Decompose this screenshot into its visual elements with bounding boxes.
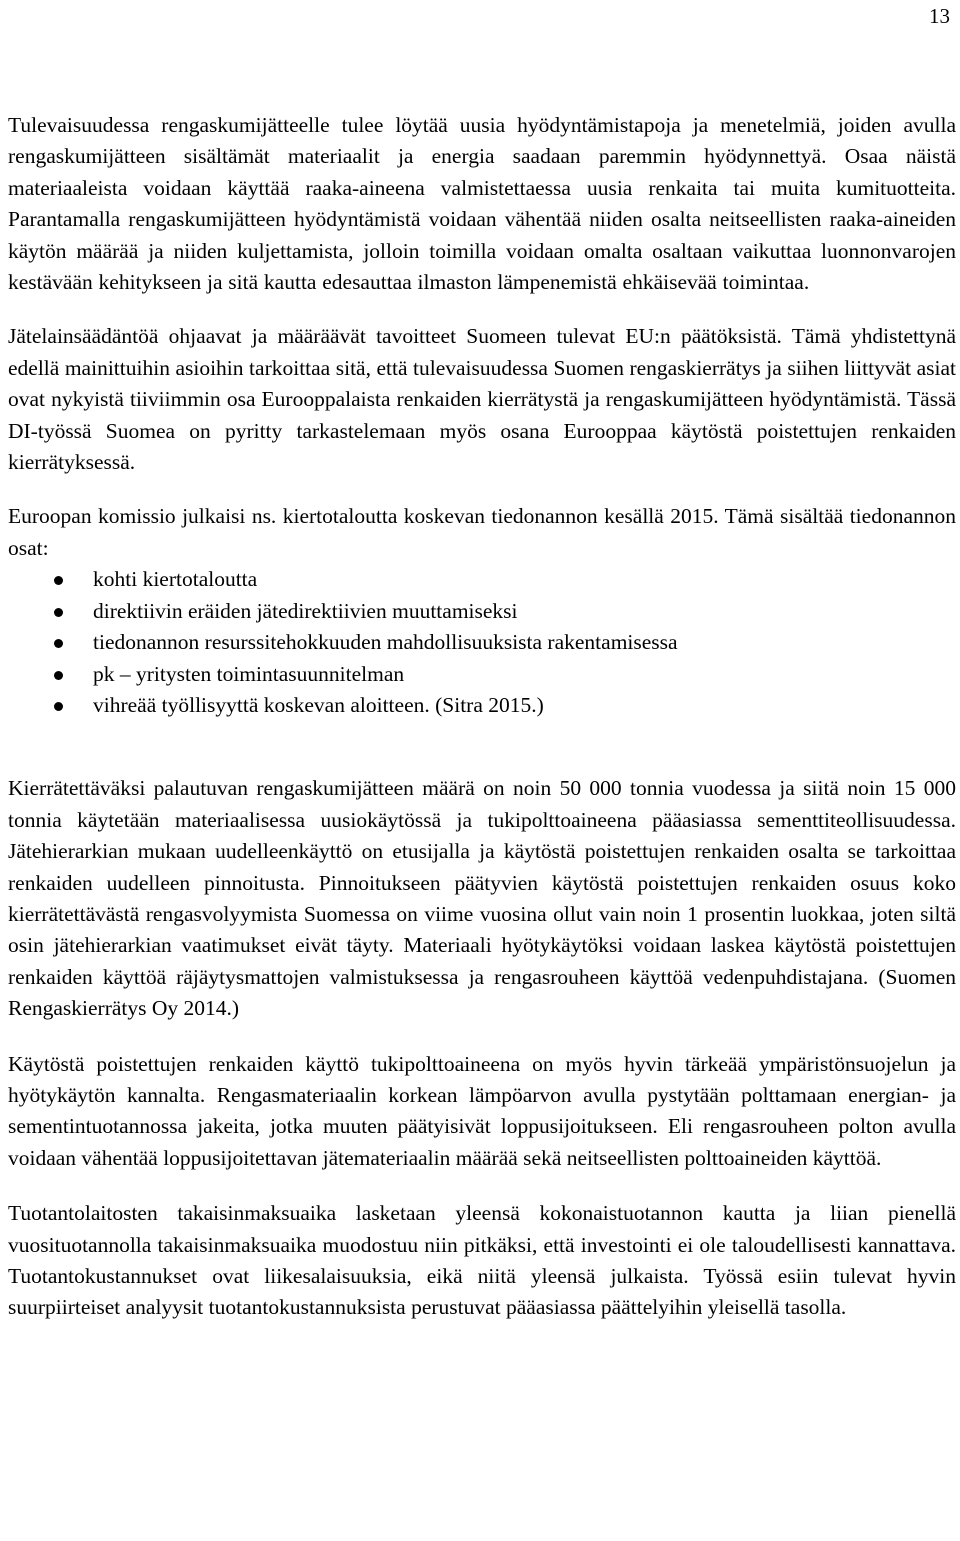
list-item bbox=[8, 659, 956, 690]
paragraph-waste-legislation: Jätelainsäädäntöä ohjaavat ja määräävät tavoitteet Suomeen tulevat EU:n päätöksistä. Tämä yhdistettynä edellä mainittuihin asioihin tarkoittaa sitä, että tulevaisuudessa Suomen rengaskierrätys ja siihen liittyvät asiat ovat nykyistä tiiviimmin osa Eurooppalaista renkaiden kierrätystä ja rengaskumijätteen hyödyntämistä. Tässä DI-työssä Suomea on pyritty tarkastelemaan myös osana Eurooppaa käytöstä poistettujen renkaiden kierrätyksessä. bbox=[8, 324, 956, 475]
bullet-icon bbox=[54, 608, 63, 617]
list-item-text: vihreää työllisyyttä koskevan aloitteen. (Sitra 2015.) bbox=[93, 692, 544, 717]
list-item-text: pk – yritysten toimintasuunnitelman bbox=[93, 661, 405, 686]
paragraph-gap bbox=[8, 1025, 956, 1049]
document-body bbox=[8, 110, 956, 1324]
paragraph-payback-time: Tuotantolaitosten takaisinmaksuaika lasketaan yleensä kokonaistuotannon kautta ja liian pienellä vuosituotannolla takaisinmaksuaika muodostuu niin pitkäksi, että investointi ei ole taloudellisesti kannattava. Tuotantokustannukset ovat liikesalaisuuksia, eikä niitä yleensä julkaista. Työssä esiin tulevat hyvin suurpiirteiset analyysit tuotantokustannuksista perustuvat pääasiassa päättelyihin yleisellä tasolla. bbox=[8, 1201, 956, 1320]
paragraph-gap bbox=[8, 298, 956, 321]
list-item-text: tiedonannon resurssitehokkuuden mahdollisuuksista rakentamisessa bbox=[93, 630, 678, 655]
paragraph-support-fuel: Käytöstä poistettujen renkaiden käyttö tukipolttoaineena on myös hyvin tärkeää ympäristönsuojelun ja hyötykäytön kannalta. Rengasmateriaalin korkean lämpöarvon avulla pystytään polttamaan energian- ja sementintuotannossa jakeita, jotka muuten päätyisivät loppusijoitukseen. Eli rengasrouheen polton avulla voidaan vähentää loppusijoitettavan jätemateriaalin määrää sekä neitseellisten polttoaineiden käyttöä. bbox=[8, 1051, 956, 1170]
bullet-icon bbox=[54, 702, 63, 711]
paragraph-recycled-amount: Kierrätettäväksi palautuvan rengaskumijätteen määrä on noin 50 000 tonnia vuodessa ja siitä noin 15 000 tonnia käytetään materiaalisessa uusiokäytössä ja tukipolttoaineena pääasiassa sementtiteollisuudessa. Jätehierarkian mukaan uudelleenkäyttö on etusijalla ja käytöstä poistettujen renkaiden osalta se tarkoittaa renkaiden uudelleen pinnoitusta. Pinnoitukseen päätyvien käytöstä poistettujen renkaiden osuus koko kierrätettävästä rengasvolyymista Suomessa on viime vuosina ollut vain noin 1 prosentin luokkaa, joten siltä osin jätehierarkian vaatimukset eivät täyty. Materiaali hyötykäytöksi voidaan laskea käytöstä poistettujen renkaiden käyttöä räjäytysmattojen valmistuksessa ja rengasrouheen käyttöä vedenpuhdistajana. (Suomen Rengaskierrätys Oy 2014.) bbox=[8, 776, 956, 1021]
list-item bbox=[8, 564, 956, 595]
page-number: 13 bbox=[929, 4, 950, 28]
bullet-icon bbox=[54, 576, 63, 585]
bullet-list-communication-parts bbox=[8, 564, 956, 721]
list-item bbox=[8, 596, 956, 627]
bullet-icon bbox=[54, 639, 63, 648]
paragraph-gap bbox=[8, 1174, 956, 1198]
paragraph-future-tire-rubber: Tulevaisuudessa rengaskumijätteelle tulee löytää uusia hyödyntämistapoja ja menetelmiä, joiden avulla rengaskumijätteen sisältämät materiaalit ja energia saadaan paremmin hyödynnettyä. Osaa näistä materiaaleista voidaan käyttää raaka-aineena valmistettaessa uusia renkaita tai muita kumituotteita. Parantamalla rengaskumijätteen hyödyntämistä voidaan vähentää niiden osalta neitseellisten raaka-aineiden käytön määrää ja niiden kuljettamista, jolloin toimilla voidaan omalta osaltaan vaikuttaa luonnonvarojen kestävään kehitykseen ja sitä kautta edesauttaa ilmaston lämpenemistä ehkäisevää toimintaa. bbox=[8, 113, 956, 295]
list-item-text: direktiivin eräiden jätedirektiivien muuttamiseksi bbox=[93, 598, 518, 623]
list-item bbox=[8, 690, 956, 721]
paragraph-gap bbox=[8, 478, 956, 501]
list-item-text: kohti kiertotaloutta bbox=[93, 567, 258, 592]
list-item bbox=[8, 627, 956, 658]
paragraph-eu-commission: Euroopan komissio julkaisi ns. kiertotaloutta koskevan tiedonannon kesällä 2015. Tämä sisältää tiedonannon osat: bbox=[8, 504, 956, 560]
paragraph-gap bbox=[8, 721, 956, 773]
bullet-icon bbox=[54, 671, 63, 680]
